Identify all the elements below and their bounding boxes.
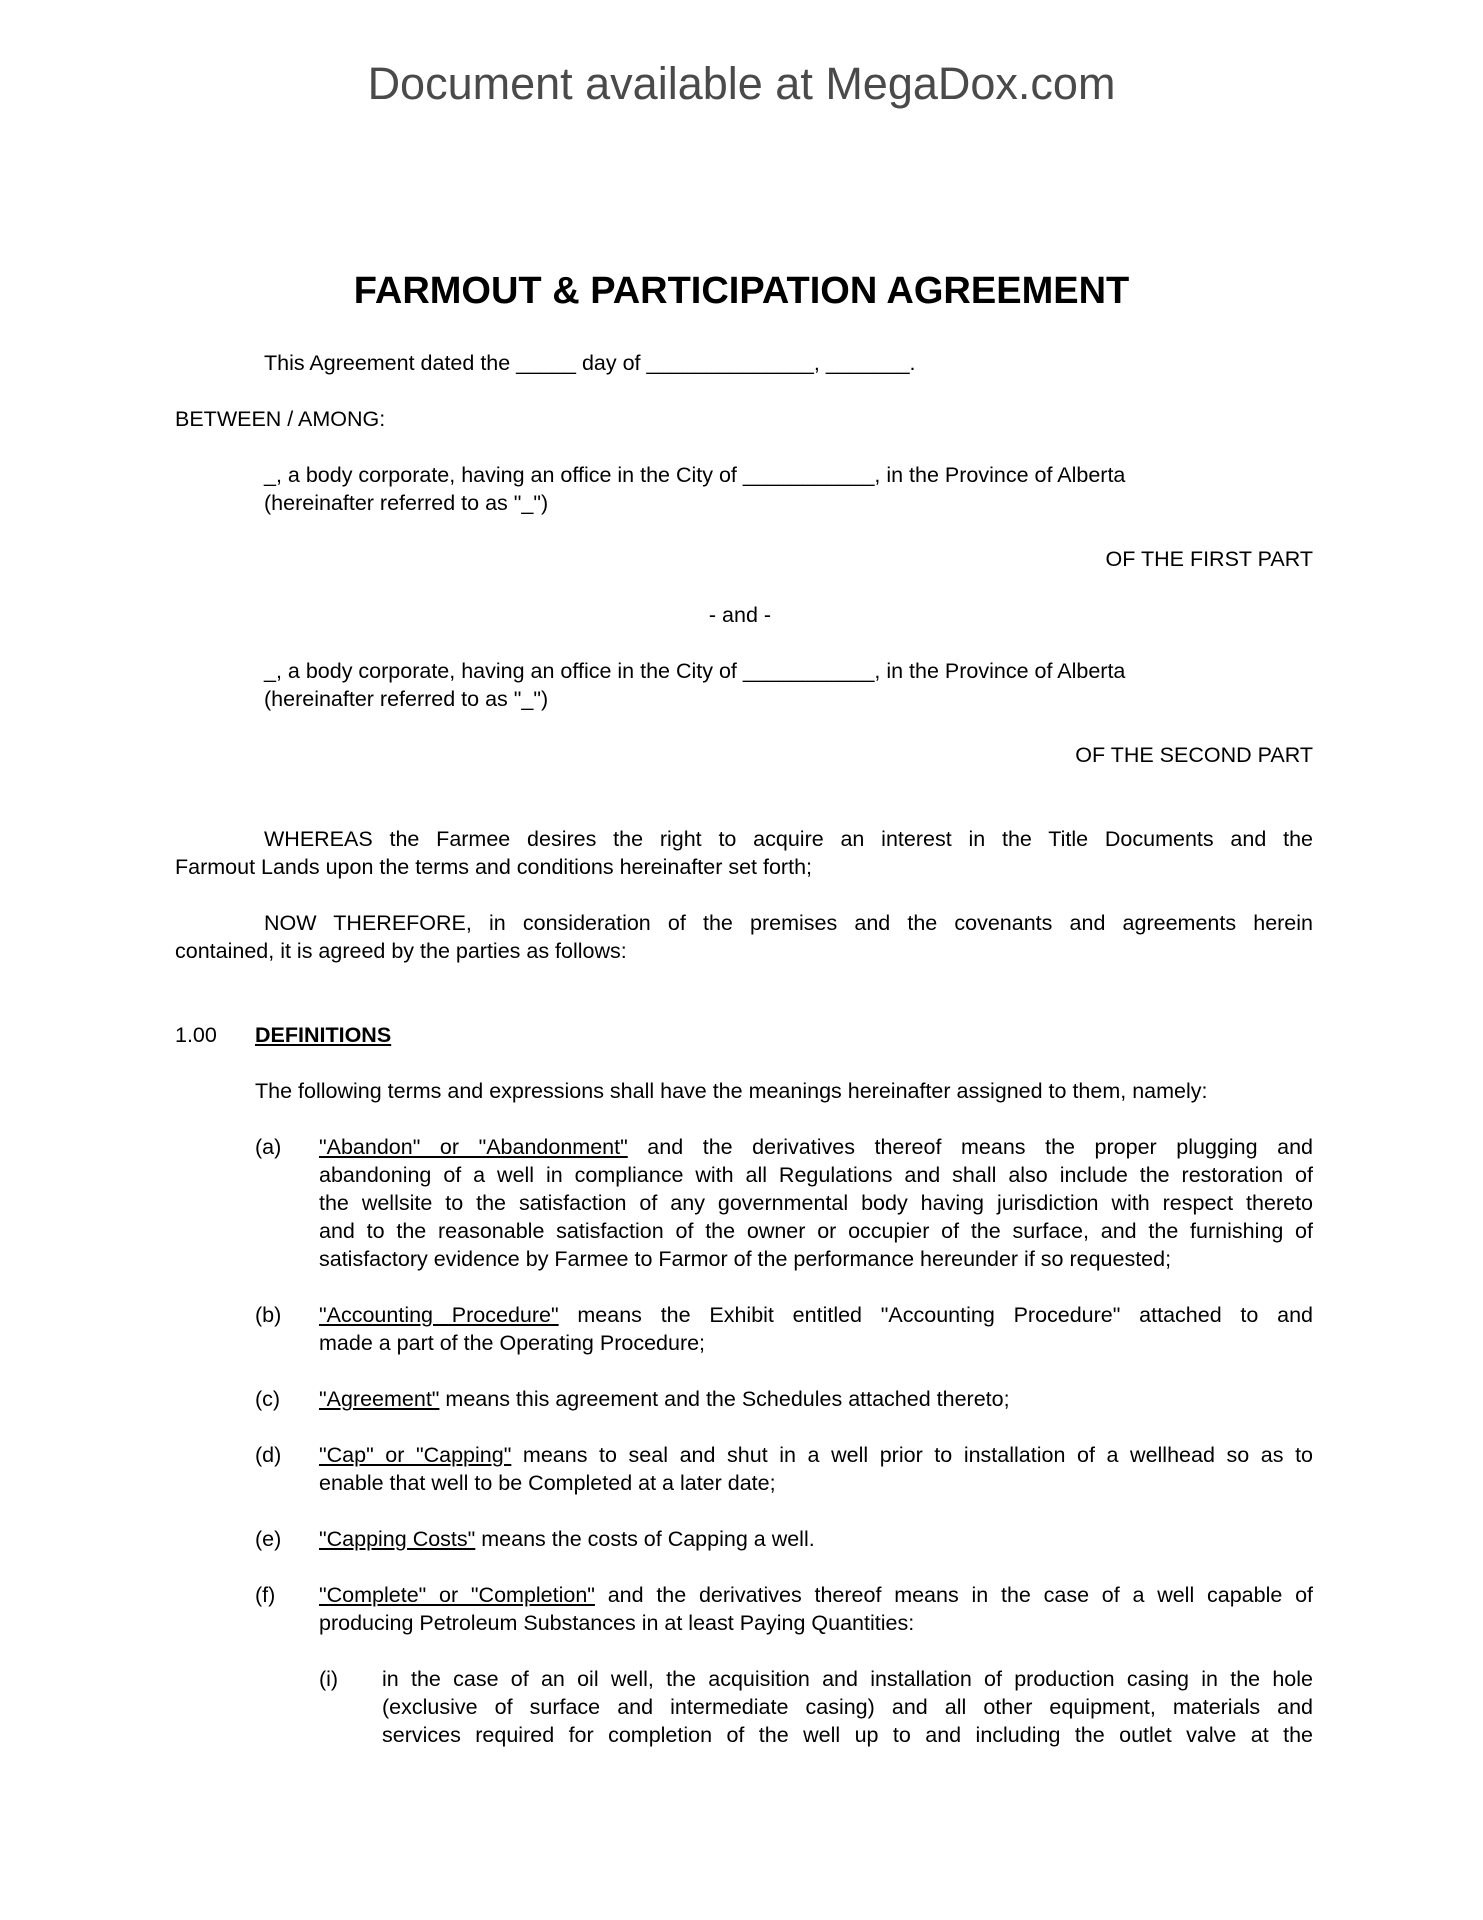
section-intro: The following terms and expressions shall have the meanings hereinafter assigned to them, namely: bbox=[255, 1079, 1208, 1103]
now-therefore-line1: NOW THEREFORE, in consideration of the premises and the covenants and agreements herein bbox=[264, 911, 1313, 935]
definition-label: (b) bbox=[255, 1303, 282, 1327]
date-line: This Agreement dated the _____ day of ______________, _______. bbox=[264, 351, 916, 375]
definition-continuation-line: and to the reasonable satisfaction of the owner or occupier of the surface, and the furnishing of bbox=[319, 1219, 1313, 1243]
definition-text: means this agreement and the Schedules attached thereto; bbox=[439, 1387, 1010, 1411]
definition-term: "Abandon" or "Abandonment" bbox=[319, 1135, 628, 1159]
definition-term: "Capping Costs" bbox=[319, 1527, 476, 1551]
definition-label: (a) bbox=[255, 1135, 282, 1159]
party2-part: OF THE SECOND PART bbox=[1075, 743, 1313, 767]
definition-first-line bbox=[319, 1301, 1313, 1329]
definition-continuation-line: made a part of the Operating Procedure; bbox=[319, 1331, 706, 1355]
definition-continuation-line: satisfactory evidence by Farmee to Farmor of the performance hereunder if so requested; bbox=[319, 1247, 1172, 1271]
definition-label: (c) bbox=[255, 1387, 281, 1411]
watermark: Document available at MegaDox.com bbox=[367, 58, 1116, 109]
sub-item-label: (i) bbox=[319, 1667, 339, 1691]
definition-first-line bbox=[319, 1441, 1313, 1469]
definition-label: (d) bbox=[255, 1443, 282, 1467]
definition-label: (f) bbox=[255, 1583, 276, 1607]
section-heading: DEFINITIONS bbox=[255, 1023, 392, 1047]
definition-first-line bbox=[319, 1581, 1313, 1609]
definition-first-line bbox=[319, 1133, 1313, 1161]
party2-line2: (hereinafter referred to as "_") bbox=[264, 687, 549, 711]
definition-first-line bbox=[319, 1385, 1313, 1413]
definition-text: means the costs of Capping a well. bbox=[475, 1527, 815, 1551]
party1-line1: _, a body corporate, having an office in the City of ___________, in the Province of Alberta bbox=[264, 463, 1126, 487]
and-separator: - and - bbox=[708, 603, 772, 627]
definition-term: "Complete" or "Completion" bbox=[319, 1583, 595, 1607]
now-therefore-line2: contained, it is agreed by the parties as follows: bbox=[175, 939, 627, 963]
sub-item-line: (exclusive of surface and intermediate casing) and all other equipment, materials and bbox=[382, 1695, 1313, 1719]
whereas-line2: Farmout Lands upon the terms and conditions hereinafter set forth; bbox=[175, 855, 813, 879]
party1-part: OF THE FIRST PART bbox=[1105, 547, 1313, 571]
party2-line1: _, a body corporate, having an office in the City of ___________, in the Province of Alberta bbox=[264, 659, 1126, 683]
between-label: BETWEEN / AMONG: bbox=[175, 407, 386, 431]
definition-continuation-line: the wellsite to the satisfaction of any governmental body having jurisdiction with respect thereto bbox=[319, 1191, 1313, 1215]
definition-continuation-line: abandoning of a well in compliance with all Regulations and shall also include the restoration of bbox=[319, 1163, 1313, 1187]
definition-term: "Agreement" bbox=[319, 1387, 440, 1411]
definition-label: (e) bbox=[255, 1527, 282, 1551]
page-title: FARMOUT & PARTICIPATION AGREEMENT bbox=[353, 270, 1130, 312]
sub-item-line: services required for completion of the well up to and including the outlet valve at the bbox=[382, 1723, 1313, 1747]
sub-item-line: in the case of an oil well, the acquisition and installation of production casing in the hole bbox=[382, 1667, 1313, 1691]
definition-term: "Cap" or "Capping" bbox=[319, 1443, 512, 1467]
party1-line2: (hereinafter referred to as "_") bbox=[264, 491, 549, 515]
definition-text: means the Exhibit entitled "Accounting Procedure" attached to and bbox=[558, 1303, 1314, 1327]
definition-term: "Accounting Procedure" bbox=[319, 1303, 559, 1327]
definition-text: and the derivatives thereof means in the case of a well capable of bbox=[594, 1583, 1313, 1607]
definition-text: and the derivatives thereof means the proper plugging and bbox=[627, 1135, 1313, 1159]
definition-text: means to seal and shut in a well prior to installation of a wellhead so as to bbox=[511, 1443, 1313, 1467]
section-number: 1.00 bbox=[175, 1023, 217, 1047]
definition-continuation-line: producing Petroleum Substances in at least Paying Quantities: bbox=[319, 1611, 915, 1635]
definition-continuation-line: enable that well to be Completed at a later date; bbox=[319, 1471, 776, 1495]
definition-first-line bbox=[319, 1525, 1313, 1553]
whereas-line1: WHEREAS the Farmee desires the right to acquire an interest in the Title Documents and the bbox=[264, 827, 1313, 851]
